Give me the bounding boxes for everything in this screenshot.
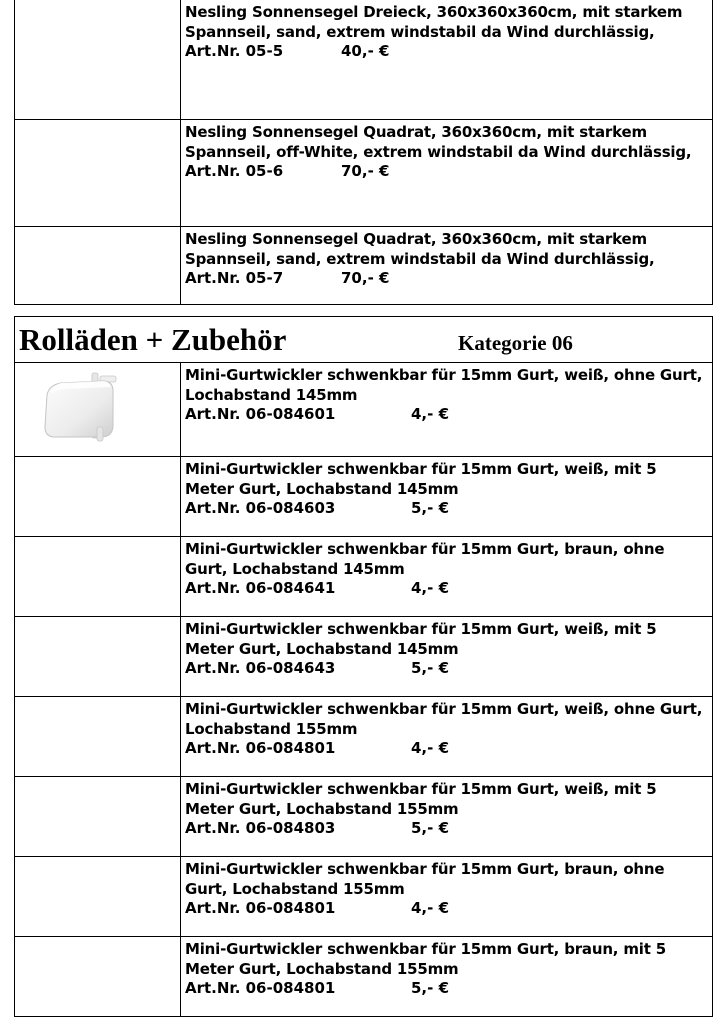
product-text-cell: [181, 937, 713, 1017]
table-row: [15, 617, 713, 697]
product-image-cell: [15, 120, 181, 227]
product-price: 5,- €: [411, 499, 450, 517]
product-article-line: [185, 979, 708, 999]
table-row: [15, 697, 713, 777]
product-article-line: [185, 819, 708, 839]
product-image-cell: [15, 537, 181, 617]
product-description: Mini-Gurtwickler schwenkbar für 15mm Gurt, weiß, mit 5 Meter Gurt, Lochabstand 145mm: [185, 460, 657, 498]
product-text-cell: [181, 617, 713, 697]
product-description: Nesling Sonnensegel Quadrat, 360x360cm, mit starkem Spannseil, off-White, extrem windstabil da Wind durchlässig,: [185, 123, 692, 161]
product-text-cell: [181, 227, 713, 305]
table-row: [15, 457, 713, 537]
product-price: 5,- €: [411, 979, 450, 997]
product-text-cell: [181, 0, 713, 120]
product-article-line: [185, 739, 708, 759]
product-text-cell: [181, 777, 713, 857]
table-row: [15, 227, 713, 305]
product-image-cell: [15, 0, 181, 120]
product-description: Nesling Sonnensegel Dreieck, 360x360x360cm, mit starkem Spannseil, sand, extrem windstabil da Wind durchlässig,: [185, 3, 683, 41]
product-description: Nesling Sonnensegel Quadrat, 360x360cm, mit starkem Spannseil, sand, extrem windstabil da Wind durchlässig,: [185, 230, 655, 268]
product-text-cell: [181, 457, 713, 537]
product-image-cell: [15, 697, 181, 777]
product-image-cell: [15, 777, 181, 857]
product-price: 4,- €: [411, 579, 450, 597]
product-description: Mini-Gurtwickler schwenkbar für 15mm Gurt, braun, ohne Gurt, Lochabstand 155mm: [185, 860, 665, 898]
product-image-cell: [15, 457, 181, 537]
product-text-cell: [181, 697, 713, 777]
article-number: Art.Nr. 06-084601: [185, 405, 336, 423]
product-article-line: [185, 405, 708, 425]
table-row: [15, 857, 713, 937]
category-header-row: [15, 317, 713, 363]
table-row: [15, 0, 713, 120]
product-description: Mini-Gurtwickler schwenkbar für 15mm Gurt, weiß, mit 5 Meter Gurt, Lochabstand 145mm: [185, 620, 657, 658]
article-number: Art.Nr. 06-084641: [185, 579, 336, 597]
product-article-line: [185, 42, 708, 62]
article-number: Art.Nr. 06-084801: [185, 979, 336, 997]
product-article-line: [185, 499, 708, 519]
product-price: 40,- €: [341, 42, 390, 60]
table-row: [15, 777, 713, 857]
product-price: 5,- €: [411, 819, 450, 837]
product-image-cell: [15, 937, 181, 1017]
product-text-cell: [181, 120, 713, 227]
product-image-cell: [15, 227, 181, 305]
product-article-line: [185, 899, 708, 919]
product-article-line: [185, 162, 708, 182]
article-number: Art.Nr. 06-084643: [185, 659, 336, 677]
product-image-cell: [15, 363, 181, 457]
article-number: Art.Nr. 05-6: [185, 162, 284, 180]
product-text-cell: [181, 537, 713, 617]
product-price: 5,- €: [411, 659, 450, 677]
table-row: [15, 120, 713, 227]
product-price: 4,- €: [411, 899, 450, 917]
article-number: Art.Nr. 06-084801: [185, 739, 336, 757]
product-description: Mini-Gurtwickler schwenkbar für 15mm Gurt, braun, mit 5 Meter Gurt, Lochabstand 155mm: [185, 940, 666, 978]
product-image-cell: [15, 857, 181, 937]
category-header: [15, 317, 713, 363]
article-number: Art.Nr. 05-5: [185, 42, 284, 60]
article-number: Art.Nr. 06-084803: [185, 819, 336, 837]
table-row: [15, 937, 713, 1017]
category-title: Rolläden + Zubehör: [19, 322, 287, 357]
product-description: Mini-Gurtwickler schwenkbar für 15mm Gurt, braun, ohne Gurt, Lochabstand 145mm: [185, 540, 665, 578]
article-number: Art.Nr. 06-084603: [185, 499, 336, 517]
article-number: Art.Nr. 06-084801: [185, 899, 336, 917]
product-article-line: [185, 659, 708, 679]
product-price: 70,- €: [341, 162, 390, 180]
rolladen-product-table: [14, 316, 713, 1017]
product-price: 70,- €: [341, 269, 390, 287]
belt-winder-white-icon: [15, 363, 180, 453]
product-description: Mini-Gurtwickler schwenkbar für 15mm Gurt, weiß, ohne Gurt, Lochabstand 145mm: [185, 366, 703, 404]
product-text-cell: [181, 857, 713, 937]
product-article-line: [185, 269, 708, 289]
product-text-cell: [181, 363, 713, 457]
category-number: Kategorie 06: [458, 331, 573, 355]
product-article-line: [185, 579, 708, 599]
product-image-cell: [15, 617, 181, 697]
product-price: 4,- €: [411, 739, 450, 757]
product-description: Mini-Gurtwickler schwenkbar für 15mm Gurt, weiß, ohne Gurt, Lochabstand 155mm: [185, 700, 703, 738]
article-number: Art.Nr. 05-7: [185, 269, 284, 287]
product-price: 4,- €: [411, 405, 450, 423]
product-description: Mini-Gurtwickler schwenkbar für 15mm Gurt, weiß, mit 5 Meter Gurt, Lochabstand 155mm: [185, 780, 657, 818]
table-row: [15, 537, 713, 617]
sunsail-product-table: [14, 0, 713, 305]
table-row: [15, 363, 713, 457]
